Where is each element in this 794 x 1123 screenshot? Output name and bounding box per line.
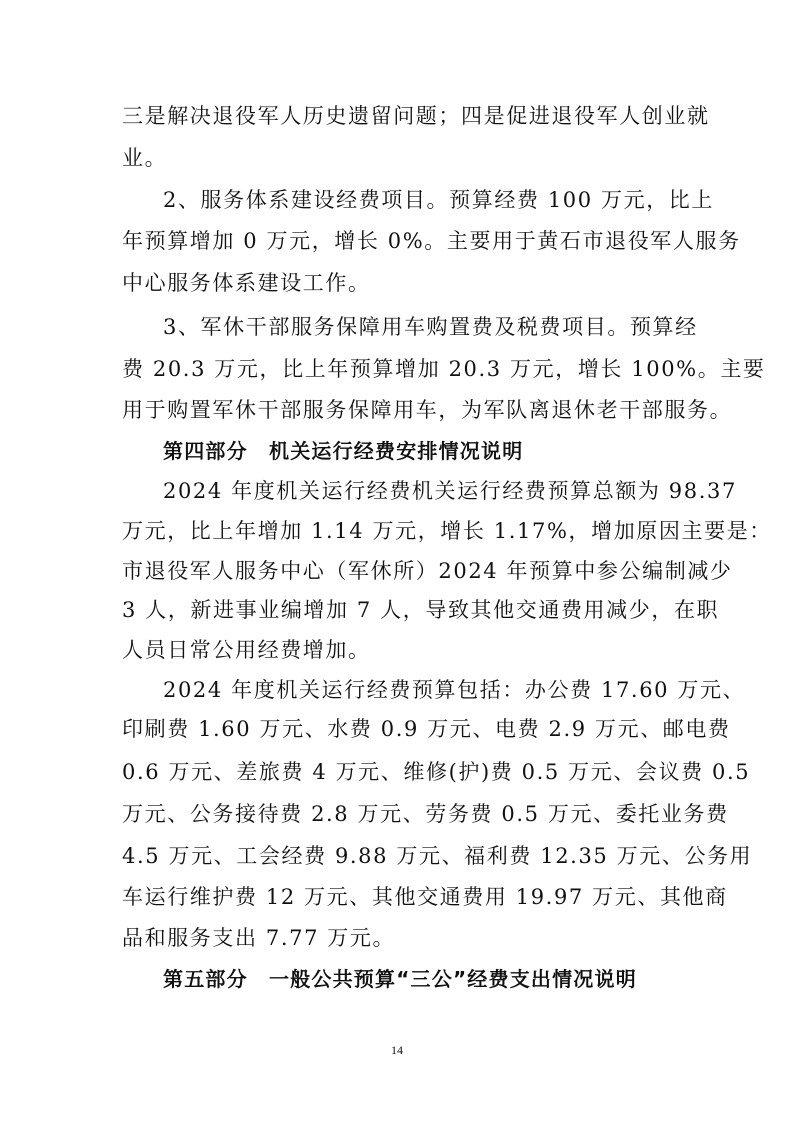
section-heading: 第五部分 一般公共预算“三公”经费支出情况说明 bbox=[163, 967, 637, 991]
paragraph-line: 印刷费 1.60 万元、水费 0.9 万元、电费 2.9 万元、邮电费 bbox=[122, 717, 731, 741]
paragraph-line: 费 20.3 万元，比上年预算增加 20.3 万元，增长 100%。主要 bbox=[122, 357, 766, 381]
paragraph-line: 2024 年度机关运行经费机关运行经费预算总额为 98.37 bbox=[163, 479, 737, 503]
paragraph-line: 3 人，新进事业编增加 7 人，导致其他交通费用减少，在职 bbox=[122, 598, 720, 622]
paragraph-line: 用于购置军休干部服务保障用车，为军队离退休老干部服务。 bbox=[122, 398, 733, 422]
paragraph-line: 业。 bbox=[122, 146, 168, 170]
section-heading: 第四部分 机关运行经费安排情况说明 bbox=[163, 439, 524, 463]
paragraph-line: 品和服务支出 7.77 万元。 bbox=[122, 926, 396, 950]
paragraph-line: 0.6 万元、差旅费 4 万元、维修(护)费 0.5 万元、会议费 0.5 bbox=[122, 760, 751, 784]
paragraph-line: 人员日常公用经费增加。 bbox=[122, 638, 371, 662]
paragraph-line: 三是解决退役军人历史遗留问题；四是促进退役军人创业就 bbox=[122, 104, 710, 128]
paragraph-line: 2、服务体系建设经费项目。预算经费 100 万元，比上 bbox=[163, 188, 714, 212]
page-number: 14 bbox=[391, 1043, 403, 1057]
paragraph-line: 3、军休干部服务保障用车购置费及税费项目。预算经 bbox=[163, 315, 698, 339]
paragraph-line: 万元、公务接待费 2.8 万元、劳务费 0.5 万元、委托业务费 bbox=[122, 802, 729, 826]
paragraph-line: 中心服务体系建设工作。 bbox=[122, 271, 371, 295]
paragraph-line: 车运行维护费 12 万元、其他交通费用 19.97 万元、其他商 bbox=[122, 885, 728, 909]
paragraph-line: 4.5 万元、工会经费 9.88 万元、福利费 12.35 万元、公务用 bbox=[122, 844, 753, 868]
paragraph-line: 万元，比上年增加 1.14 万元，增长 1.17%，增加原因主要是： bbox=[122, 519, 772, 543]
paragraph-line: 市退役军人服务中心（军休所）2024 年预算中参公编制减少 bbox=[122, 559, 733, 583]
paragraph-line: 2024 年度机关运行经费预算包括：办公费 17.60 万元、 bbox=[163, 678, 746, 702]
paragraph-line: 年预算增加 0 万元，增长 0%。主要用于黄石市退役军人服务 bbox=[122, 229, 741, 253]
